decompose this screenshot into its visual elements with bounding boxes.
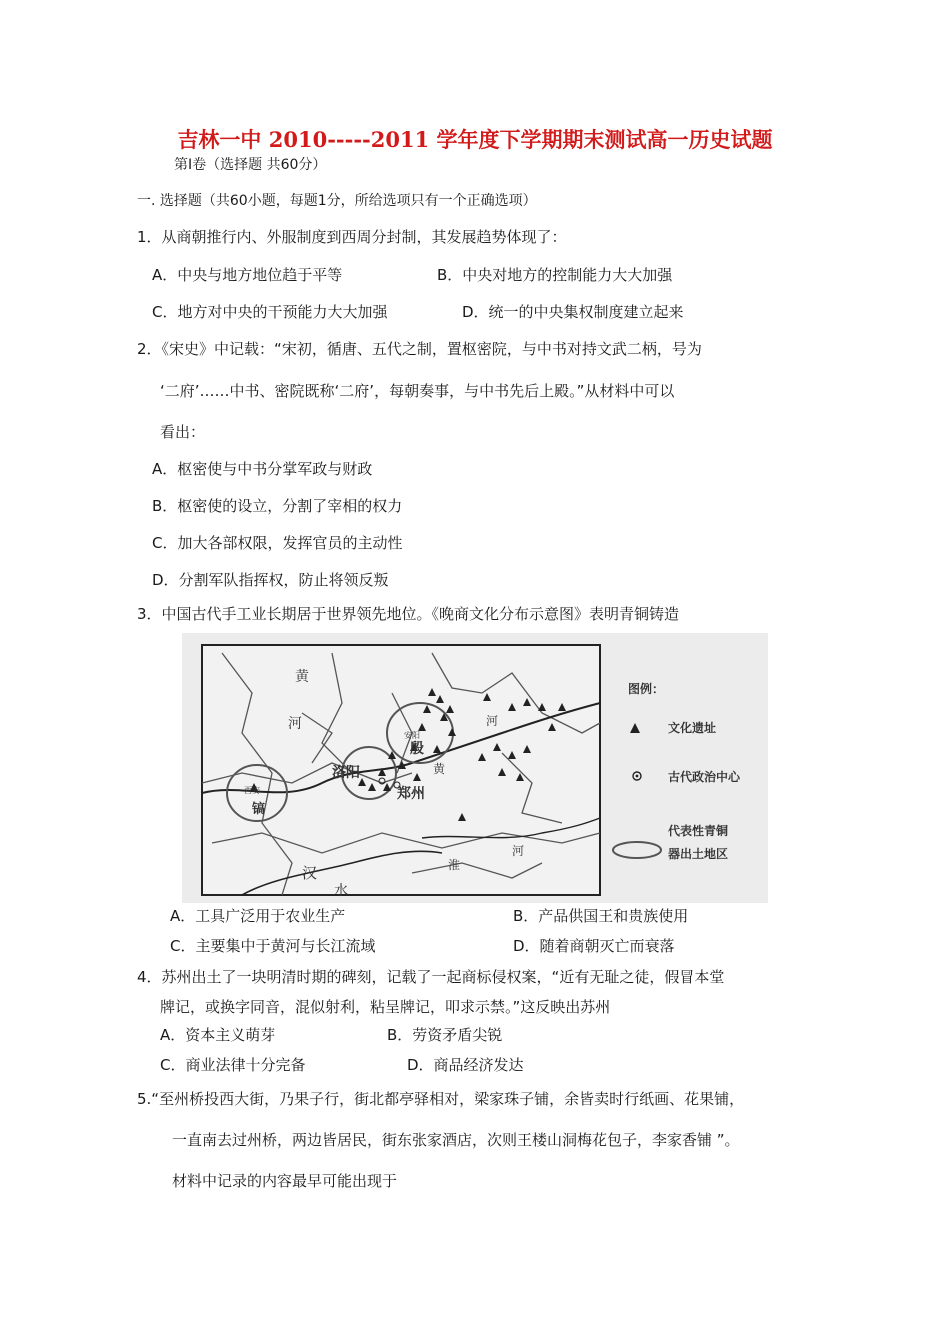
q5-stem-line-1: 5.“至州桥投西大街，乃果子行，街北都亭驿相对，梁家珠子铺，余皆卖时行纸画、花果铺， xyxy=(137,1090,745,1108)
legend-center-label: 古代政治中心 xyxy=(668,770,741,784)
page-title: 吉林一中 2010-----2011 学年度下学期期末测试高一历史试题 xyxy=(177,127,773,152)
q5-stem-line-3: 材料中记录的内容最早可能出现于 xyxy=(172,1172,398,1190)
q2-stem-line-2: ‘二府’……中书、密院既称‘二府’，每朝奏事，与中书先后上殿。”从材料中可以 xyxy=(160,382,675,400)
q4-option-d: D．商品经济发达 xyxy=(407,1056,524,1074)
q5-stem-line-2: 一直南去过州桥，两边皆居民，街东张家酒店，次则王楼山洞梅花包子，李家香铺 ”。 xyxy=(172,1131,740,1149)
river-label-han: 汉 xyxy=(302,864,318,882)
river-label-huang-north: 黄 xyxy=(295,669,309,685)
q2-stem-line-1: 2．《宋史》中记载：“宋初，循唐、五代之制，置枢密院，与中书对持文武二柄，号为 xyxy=(137,340,702,358)
city-label-hao: 镐 xyxy=(252,802,266,817)
river-label-huai: 淮 xyxy=(448,858,461,872)
q2-stem-line-3: 看出： xyxy=(160,423,206,441)
city-label-xian: 西安 xyxy=(244,786,260,795)
legend-area-ellipse-icon xyxy=(613,842,661,858)
q1-stem: 1．从商朝推行内、外服制度到西周分封制，其发展趋势体现了： xyxy=(137,228,567,246)
q4-stem-line-2: 牌记，或换字同音，混似射利，粘呈牌记，叩求示禁。”这反映出苏州 xyxy=(160,998,611,1016)
late-shang-culture-map xyxy=(182,633,768,903)
q4-option-c: C．商业法律十分完备 xyxy=(160,1056,306,1074)
legend-area-label-1: 代表性青铜 xyxy=(668,824,729,838)
section-heading: 一. 选择题（共60小题，每题1分，所给选项只有一个正确选项） xyxy=(137,193,537,209)
q2-option-a: A．枢密使与中书分掌军政与财政 xyxy=(152,460,373,478)
q4-option-a: A．资本主义萌芽 xyxy=(160,1026,276,1044)
city-label-yin: 殷 xyxy=(410,741,424,757)
q4-stem-line-1: 4．苏州出土了一块明清时期的碑刻，记载了一起商标侵权案，“近有无耻之徒，假冒本堂 xyxy=(137,968,725,986)
legend-site-triangle-icon xyxy=(630,723,640,733)
legend-title: 图例： xyxy=(628,682,665,696)
river-label-huang-east: 黄 xyxy=(433,762,446,776)
city-label-luoyang: 洛阳 xyxy=(332,765,360,781)
volume-heading: 第Ⅰ卷（选择题 共60分） xyxy=(174,157,327,173)
river-label-he-east: 河 xyxy=(486,714,499,728)
river-label-he-north: 河 xyxy=(288,716,302,732)
q4-option-b: B．劳资矛盾尖锐 xyxy=(387,1026,503,1044)
q2-option-b: B．枢密使的设立，分割了宰相的权力 xyxy=(152,497,403,515)
q1-option-b: B．中央对地方的控制能力大大加强 xyxy=(437,266,673,284)
q1-option-c: C．地方对中央的干预能力大大加强 xyxy=(152,303,388,321)
q3-option-a: A．工具广泛用于农业生产 xyxy=(170,907,346,925)
q3-option-c: C．主要集中于黄河与长江流域 xyxy=(170,937,376,955)
river-label-shui: 水 xyxy=(334,883,348,899)
q2-option-c: C．加大各部权限，发挥官员的主动性 xyxy=(152,534,403,552)
q3-stem: 3．中国古代手工业长期居于世界领先地位。《晚商文化分布示意图》表明青铜铸造 xyxy=(137,605,680,623)
q1-option-a: A．中央与地方地位趋于平等 xyxy=(152,266,343,284)
city-label-anyang: 安阳 xyxy=(404,731,420,740)
q3-option-d: D．随着商朝灭亡而衰落 xyxy=(513,937,675,955)
legend-site-label: 文化遗址 xyxy=(668,721,717,735)
q2-option-d: D．分割军队指挥权，防止将领反叛 xyxy=(152,571,389,589)
river-label-he-south: 河 xyxy=(512,844,525,858)
q1-option-d: D．统一的中央集权制度建立起来 xyxy=(462,303,684,321)
q3-option-b: B．产品供国王和贵族使用 xyxy=(513,907,689,925)
city-label-zhengzhou: 郑州 xyxy=(397,786,425,802)
legend-area-label-2: 器出土地区 xyxy=(668,847,729,861)
